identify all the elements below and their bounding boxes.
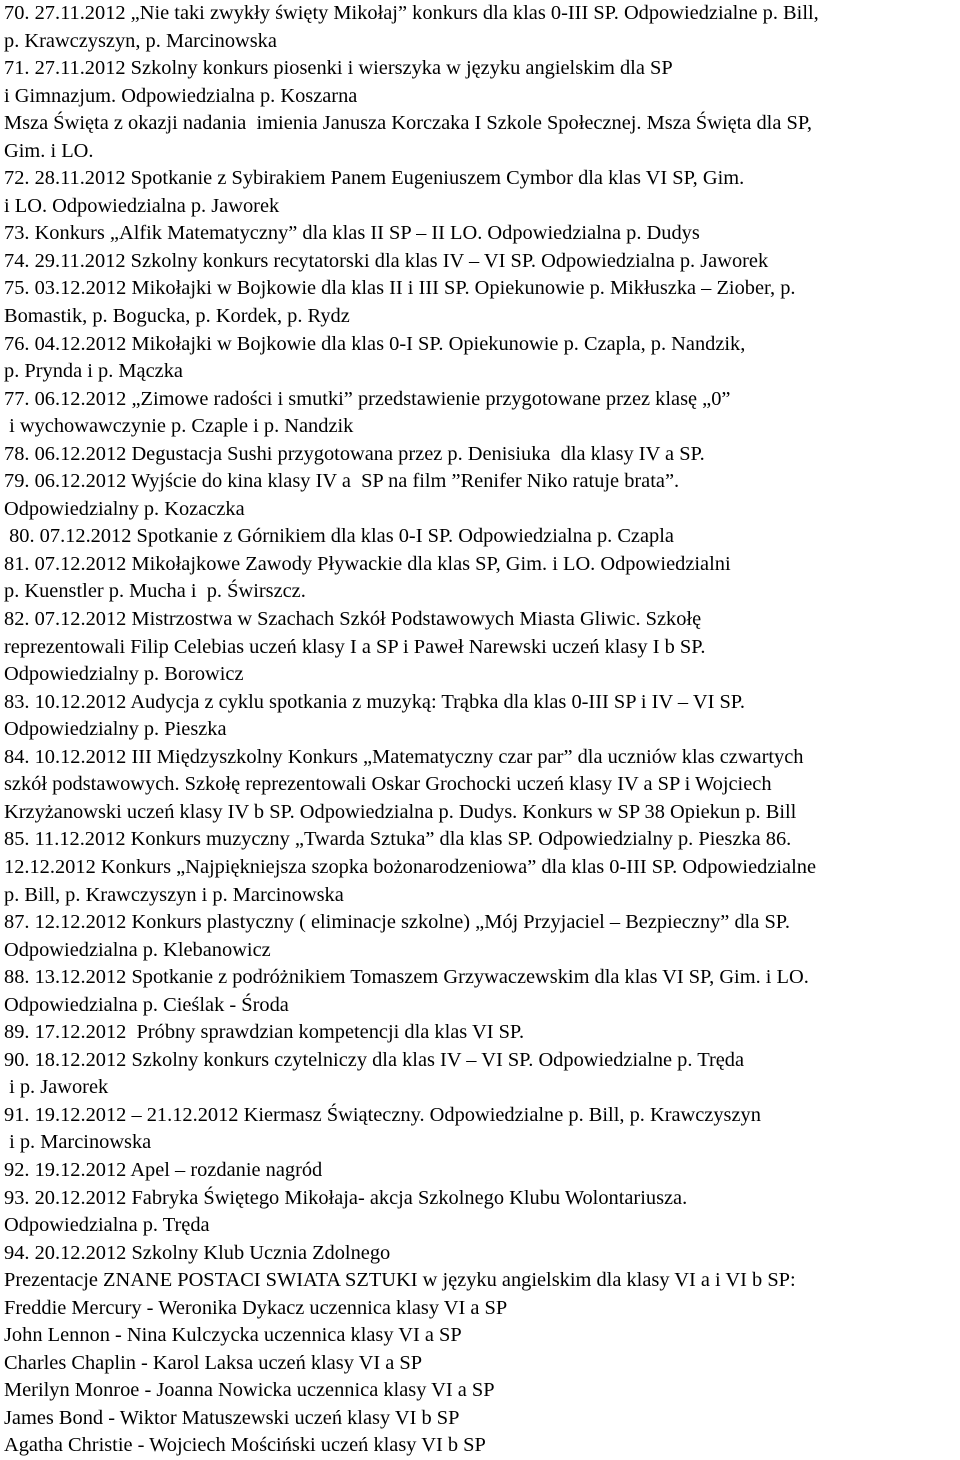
text-line: 94. 20.12.2012 Szkolny Klub Ucznia Zdolnego — [4, 1241, 391, 1264]
text-line: 73. Konkurs „Alfik Matematyczny” dla klas II SP – II LO. Odpowiedzialna p. Dudys — [4, 222, 700, 245]
text-line: Odpowiedzialny p. Kozaczka — [4, 497, 245, 520]
text-line: Charles Chaplin - Karol Laksa uczeń klasy VI a SP — [4, 1351, 423, 1374]
text-line: 91. 19.12.2012 – 21.12.2012 Kiermasz Świąteczny. Odpowiedzialne p. Bill, p. Krawczyszyn — [4, 1103, 761, 1126]
text-line: p. Krawczyszyn, p. Marcinowska — [4, 29, 277, 52]
text-line: Krzyżanowski uczeń klasy IV b SP. Odpowiedzialna p. Dudys. Konkurs w SP 38 Opiekun p. Bill — [4, 800, 797, 823]
text-line: Merilyn Monroe - Joanna Nowicka uczennica klasy VI a SP — [4, 1379, 495, 1402]
text-line: 75. 03.12.2012 Mikołajki w Bojkowie dla klas II i III SP. Opiekunowie p. Mikłuszka – Ziober, p. — [4, 277, 796, 300]
text-line: 92. 19.12.2012 Apel – rozdanie nagród — [4, 1158, 323, 1181]
text-line: p. Prynda i p. Mączka — [4, 360, 183, 383]
text-line: p. Bill, p. Krawczyszyn i p. Marcinowska — [4, 883, 344, 906]
text-line: i p. Marcinowska — [4, 1131, 152, 1154]
text-line: Prezentacje ZNANE POSTACI SWIATA SZTUKI w języku angielskim dla klasy VI a i VI b SP: — [4, 1269, 796, 1292]
text-line: Odpowiedzialna p. Cieślak - Środa — [4, 993, 289, 1016]
text-line: 87. 12.12.2012 Konkurs plastyczny ( eliminacje szkolne) „Mój Przyjaciel – Bezpieczny” dla SP. — [4, 911, 790, 934]
text-line: Odpowiedzialna p. Klebanowicz — [4, 938, 271, 961]
text-line: Agatha Christie - Wojciech Mościński uczeń klasy VI b SP — [4, 1434, 486, 1457]
text-line: Odpowiedzialny p. Pieszka — [4, 718, 227, 741]
text-line: 81. 07.12.2012 Mikołajkowe Zawody Pływackie dla klas SP, Gim. i LO. Odpowiedzialni — [4, 552, 731, 575]
text-line: 78. 06.12.2012 Degustacja Sushi przygotowana przez p. Denisiuka dla klasy IV a SP. — [4, 442, 705, 465]
text-line: i Gimnazjum. Odpowiedzialna p. Koszarna — [4, 84, 358, 107]
text-line: Gim. i LO. — [4, 139, 94, 162]
text-line: 71. 27.11.2012 Szkolny konkurs piosenki i wierszyka w języku angielskim dla SP — [4, 57, 673, 80]
text-line: Odpowiedzialny p. Borowicz — [4, 663, 244, 686]
text-line: Odpowiedzialna p. Tręda — [4, 1214, 210, 1237]
text-line: Msza Święta z okazji nadania imienia Janusza Korczaka I Szkole Społecznej. Msza Święta dla SP, — [4, 112, 813, 135]
text-line: 90. 18.12.2012 Szkolny konkurs czytelniczy dla klas IV – VI SP. Odpowiedzialne p. Tręda — [4, 1048, 745, 1071]
text-line: Freddie Mercury - Weronika Dykacz uczennica klasy VI a SP — [4, 1296, 508, 1319]
text-line: 83. 10.12.2012 Audycja z cyklu spotkania z muzyką: Trąbka dla klas 0-III SP i IV – VI SP. — [4, 690, 745, 713]
text-line: 80. 07.12.2012 Spotkanie z Górnikiem dla klas 0-I SP. Odpowiedzialna p. Czapla — [4, 525, 674, 548]
text-line: i p. Jaworek — [4, 1076, 109, 1099]
text-line: 12.12.2012 Konkurs „Najpiękniejsza szopka bożonarodzeniowa” dla klas 0-III SP. Odpowiedzialne — [4, 855, 817, 878]
text-line: reprezentowali Filip Celebias uczeń klasy I a SP i Paweł Narewski uczeń klasy I b SP. — [4, 635, 706, 658]
text-line: 76. 04.12.2012 Mikołajki w Bojkowie dla klas 0-I SP. Opiekunowie p. Czapla, p. Nandzik, — [4, 332, 746, 355]
text-line: p. Kuenstler p. Mucha i p. Świrszcz. — [4, 580, 306, 603]
text-line: James Bond - Wiktor Matuszewski uczeń klasy VI b SP — [4, 1406, 460, 1429]
text-line: 82. 07.12.2012 Mistrzostwa w Szachach Szkół Podstawowych Miasta Gliwic. Szkołę — [4, 608, 702, 631]
text-line: 72. 28.11.2012 Spotkanie z Sybirakiem Panem Eugeniuszem Cymbor dla klas VI SP, Gim. — [4, 167, 745, 190]
text-line: 93. 20.12.2012 Fabryka Świętego Mikołaja- akcja Szkolnego Klubu Wolontariusza. — [4, 1186, 688, 1209]
text-line: i wychowawczynie p. Czaple i p. Nandzik — [4, 415, 354, 438]
text-line: John Lennon - Nina Kulczycka uczennica klasy VI a SP — [4, 1324, 462, 1347]
text-line: 79. 06.12.2012 Wyjście do kina klasy IV a SP na film ”Renifer Niko ratuje brata”. — [4, 470, 680, 493]
text-line: i LO. Odpowiedzialna p. Jaworek — [4, 194, 280, 217]
text-line: Bomastik, p. Bogucka, p. Kordek, p. Rydz — [4, 305, 350, 328]
text-line: 89. 17.12.2012 Próbny sprawdzian kompetencji dla klas VI SP. — [4, 1021, 525, 1044]
text-line: 85. 11.12.2012 Konkurs muzyczny „Twarda Sztuka” dla klas SP. Odpowiedzialny p. Pieszka 86. — [4, 828, 792, 851]
text-line: 88. 13.12.2012 Spotkanie z podróżnikiem Tomaszem Grzywaczewskim dla klas VI SP, Gim. i LO. — [4, 966, 809, 989]
text-line: 70. 27.11.2012 „Nie taki zwykły święty Mikołaj” konkurs dla klas 0-III SP. Odpowiedzialne p. Bill, — [4, 2, 819, 24]
text-line: szkół podstawowych. Szkołę reprezentowali Oskar Grochocki uczeń klasy IV a SP i Wojciech — [4, 773, 772, 796]
text-line: 77. 06.12.2012 „Zimowe radości i smutki” przedstawienie przygotowane przez klasę „0” — [4, 387, 731, 410]
text-line: 84. 10.12.2012 III Międzyszkolny Konkurs „Matematyczny czar par” dla uczniów klas czwartych — [4, 745, 804, 768]
text-line: 74. 29.11.2012 Szkolny konkurs recytatorski dla klas IV – VI SP. Odpowiedzialna p. Jaworek — [4, 249, 769, 272]
